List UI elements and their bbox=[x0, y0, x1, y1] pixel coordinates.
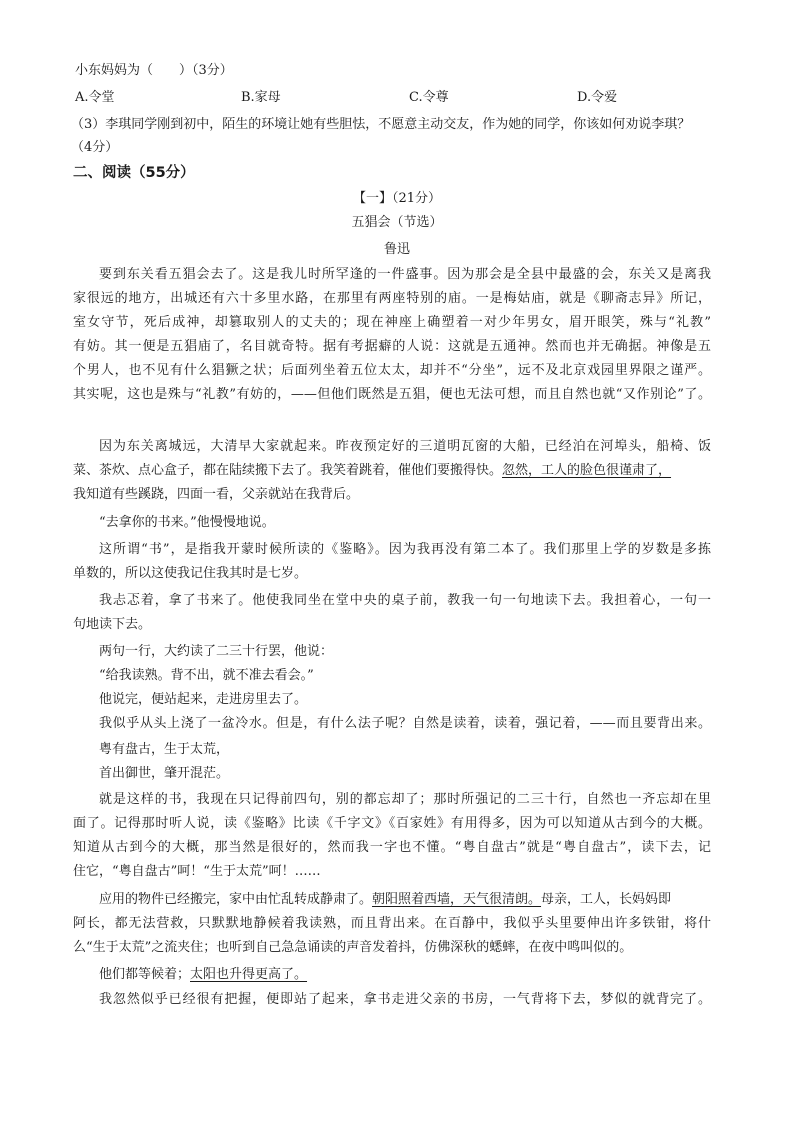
text-line: 面了。记得那时听人说，读《鉴略》比读《千字文》《百家姓》有用得多，因为可以知道从古到今的大概。 bbox=[73, 816, 711, 831]
text-line: 这所谓“书”，是指我开蒙时候所读的《鉴略》。因为我再没有第二本了。我们那里上学的岁数是多拣 bbox=[99, 542, 711, 557]
text-line: 要到东关看五猖会去了。这是我儿时所罕逢的一件盛事。因为那会是全县中最盛的会，东关又是离我 bbox=[99, 267, 711, 282]
text-segment: 母亲，工人，长妈妈即 bbox=[541, 892, 672, 907]
quoted-verse: 首出御世，肇开混茫。 bbox=[99, 766, 230, 781]
text-line: 有妨。其一便是五猖庙了，名目就奇特。据有考据癖的人说：这就是五通神。然而也并无确据。神像是五 bbox=[73, 339, 711, 354]
text-line: 么“生于太荒”之流夹住；也听到自己急急诵读的声音发着抖，仿佛深秋的蟋蟀，在夜中鸣叫似的。 bbox=[73, 940, 633, 955]
text-line: 阿长，都无法营救，只默默地静候着我读熟，而且背出来。在百静中，我似乎头里要伸出许多铁钳，将什 bbox=[73, 916, 711, 931]
text-segment: 他们都等候着； bbox=[99, 967, 191, 982]
text-line: 个男人，也不见有什么猖獗之状；后面列坐着五位太太，却并不“分坐”，远不及北京戏园里界限之谨严。 bbox=[73, 363, 711, 378]
text-line: 两句一行，大约读了二三十行罢，他说： bbox=[99, 644, 334, 659]
text-line: 单数的，所以这使我记住我其时是七岁。 bbox=[73, 566, 308, 581]
underlined-sentence: 太阳也升得更高了。 bbox=[190, 967, 308, 982]
text-line bbox=[99, 965, 307, 985]
text-line: 家很远的地方，出城还有六十多里水路，在那里有两座特别的庙。一是梅姑庙，就是《聊斋志异》所记， bbox=[73, 291, 711, 306]
text-line: “给我读熟。背不出，就不准去看会。” bbox=[99, 668, 314, 683]
question-prompt: 小东妈妈为（ ）（3分） bbox=[75, 63, 233, 78]
text-segment: 应用的物件已经搬完，家中由忙乱转成静肃了。 bbox=[99, 892, 373, 907]
section-title: 二、阅读（55分） bbox=[73, 165, 195, 181]
option-c: C.令尊 bbox=[409, 90, 449, 105]
article-title: 五猖会（节选） bbox=[351, 215, 443, 230]
underlined-sentence: 朝阳照着西墙，天气很清朗。 bbox=[372, 892, 542, 907]
text-line: 我忽然似乎已经很有把握，便即站了起来，拿书走进父亲的书房，一气背将下去，梦似的就背完了。 bbox=[99, 992, 711, 1007]
text-line: 室女守节，死后成神，却篡取别人的丈夫的；现在神座上确塑着一对少年男女，眉开眼笑，殊与“礼教” bbox=[73, 315, 711, 330]
article-author: 鲁迅 bbox=[383, 242, 410, 257]
option-a: A.令堂 bbox=[75, 90, 115, 105]
question-3-line-2: （4分） bbox=[71, 140, 119, 155]
text-segment: 菜、茶炊、点心盒子，都在陆续搬下去了。我笑着跳着，催他们要搬得快。 bbox=[73, 463, 503, 478]
part-heading: 【一】（21分） bbox=[352, 191, 442, 206]
question-3-line-1: （3）李琪同学刚到初中，陌生的环境让她有些胆怯，不愿意主动交友，作为她的同学，你该如何劝说李琪？ bbox=[71, 117, 691, 132]
text-line: 我知道有些蹊跷，四面一看，父亲就站在我背后。 bbox=[73, 487, 360, 502]
text-line: 住它，“粤自盘古”呵！“生于太荒”呵！…… bbox=[73, 864, 321, 879]
option-d: D.令爱 bbox=[577, 90, 618, 105]
option-b: B.家母 bbox=[241, 90, 281, 105]
text-line: 我忐忑着，拿了书来了。他使我同坐在堂中央的桌子前，教我一句一句地读下去。我担着心，一句一 bbox=[99, 593, 711, 608]
quoted-verse: 粤有盘古，生于太荒， bbox=[99, 742, 230, 757]
text-line: 知道从古到今的大概，那当然是很好的，然而我一字也不懂。“粤自盘古”就是“粤自盘古”，读下去，记 bbox=[73, 840, 711, 855]
text-line: 就是这样的书，我现在只记得前四句，别的都忘却了；那时所强记的二三十行，自然也一齐忘却在里 bbox=[99, 792, 711, 807]
text-line: “去拿你的书来。”他慢慢地说。 bbox=[99, 515, 275, 530]
text-line: 我似乎从头上浇了一盆冷水。但是，有什么法子呢？自然是读着，读着，强记着，——而且要背出来。 bbox=[99, 716, 711, 731]
text-line: 其实呢，这也是殊与“礼教”有妨的，——但他们既然是五猖，便也无法可想，而且自然也就“又作别论”了。 bbox=[73, 387, 711, 402]
text-line: 他说完，便站起来，走进房里去了。 bbox=[99, 692, 308, 707]
text-line: 句地读下去。 bbox=[73, 617, 152, 632]
text-line bbox=[99, 890, 671, 910]
underlined-sentence: 忽然，工人的脸色很谨肃了， bbox=[502, 463, 672, 478]
text-line: 因为东关离城远，大清早大家就起来。昨夜预定好的三道明瓦窗的大船，已经泊在河埠头，船椅、饭 bbox=[99, 439, 711, 454]
text-line bbox=[73, 461, 671, 481]
